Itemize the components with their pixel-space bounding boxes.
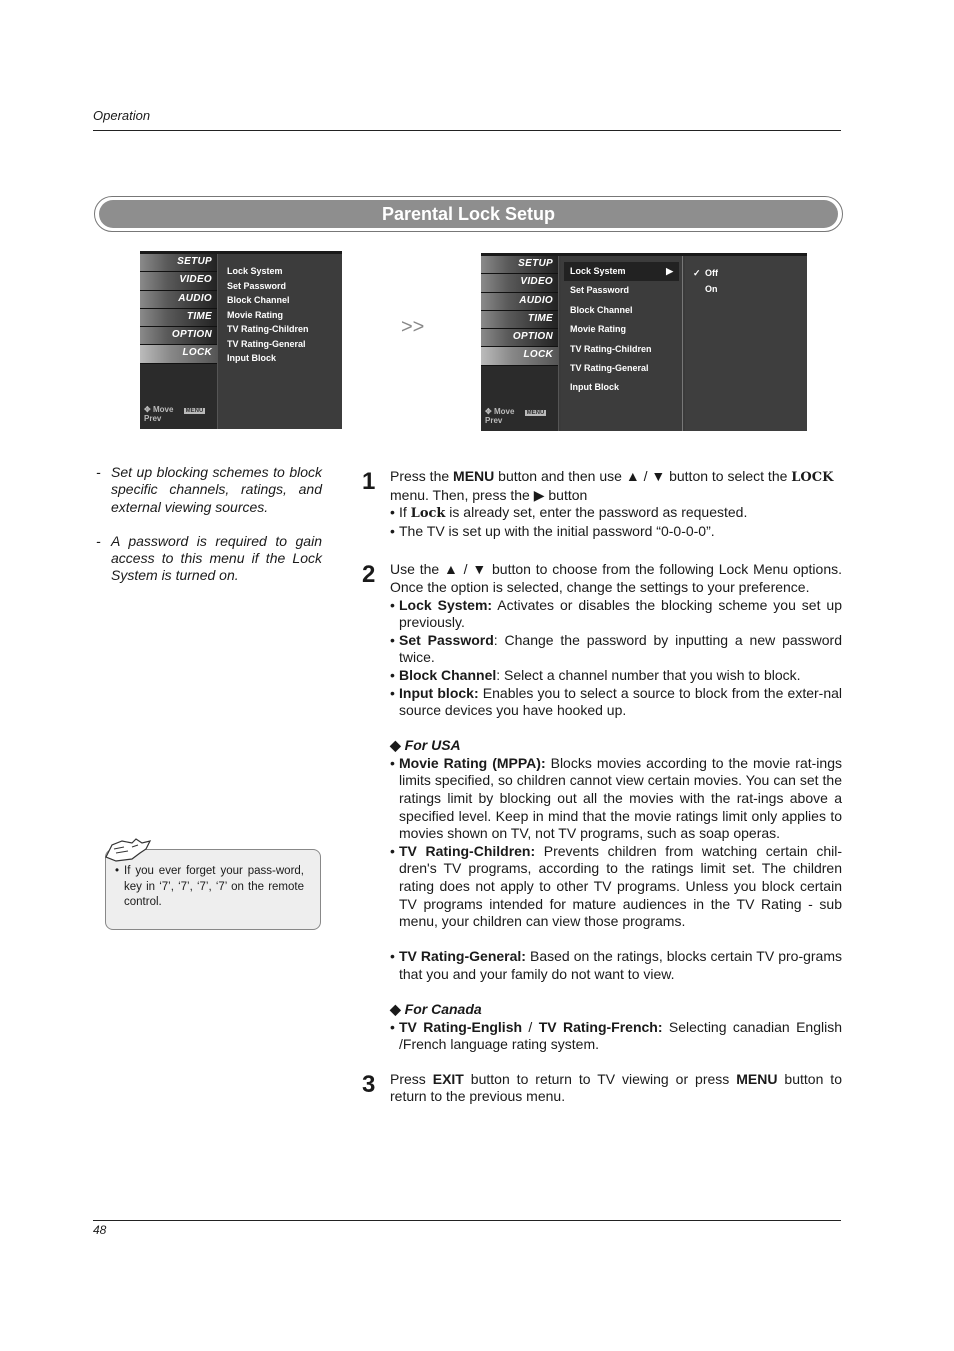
- osd-footer-prev: Prev: [144, 414, 162, 423]
- osd-menu-item-selected: [564, 262, 679, 281]
- osd-menu-list: [218, 254, 342, 429]
- osd-side-item-setup: [481, 256, 558, 274]
- osd-footer-prev: Prev: [485, 416, 503, 425]
- canada-heading: ◆ For Canada: [390, 1001, 842, 1019]
- osd-submenu-label: Off: [705, 268, 718, 278]
- step-2-intro: Use the ▲ / ▼ button to choose from the following Lock Menu options. Once the option is selected, change the settings to your preference.: [390, 561, 842, 595]
- osd-side-item-time: [481, 311, 558, 329]
- osd-menu-item: TV Rating-Children: [227, 324, 309, 334]
- osd-menu-item: Movie Rating: [227, 309, 284, 320]
- osd-side-label: LOCK: [182, 347, 212, 359]
- double-chevron-right-icon: >>: [401, 316, 425, 338]
- osd-menu-item: Set Password: [227, 280, 287, 291]
- osd-side-item-video: [140, 272, 217, 290]
- osd-side-item-audio: [481, 293, 558, 311]
- move-hint-icon: ✥: [144, 405, 151, 414]
- osd-side-item-option: [481, 329, 558, 347]
- osd-side-label: LOCK: [523, 349, 553, 361]
- osd-sidebar: [481, 256, 559, 431]
- osd-side-label: AUDIO: [178, 292, 212, 304]
- osd-menu-item: Input Block: [227, 353, 276, 363]
- osd-menu-item: Block Channel: [570, 304, 633, 315]
- header-rule: [93, 130, 841, 131]
- step-number: 1: [362, 468, 376, 495]
- osd-side-item-lock: [481, 347, 558, 365]
- side-note-text: Set up blocking schemes to block specific channels, ratings, and external viewing sources.: [111, 464, 322, 515]
- footer-rule: [93, 1220, 841, 1221]
- osd-side-label: OPTION: [171, 329, 212, 341]
- osd-menu-item-label: Lock System: [570, 266, 626, 276]
- osd-menu-item: Movie Rating: [570, 324, 627, 335]
- banner-fill: [99, 200, 838, 228]
- osd-side-label: SETUP: [518, 258, 553, 269]
- osd-menu-item: TV Rating-General: [227, 338, 306, 349]
- usa-option-item: • TV Rating-General: Based on the ratings, blocks certain TV pro-grams that you and your family do not want to view.: [390, 948, 842, 983]
- step-1-bullet: • The TV is set up with the initial password “0-0-0-0”.: [390, 523, 842, 541]
- triangle-right-icon: ▶: [666, 266, 673, 276]
- osd-side-item-video: [481, 274, 558, 292]
- move-hint-icon: ✥: [485, 407, 492, 416]
- osd-menu-item: TV Rating-Children: [570, 343, 652, 354]
- lock-option-item: • Block Channel: Select a channel number that you wish to block.: [390, 667, 842, 685]
- osd-sidebar: [140, 254, 218, 429]
- osd-side-item-time: [140, 309, 217, 327]
- osd-menu-item: Set Password: [570, 285, 630, 296]
- osd-screenshot-lock-system-submenu: [481, 253, 807, 431]
- osd-footer-move: Move: [152, 405, 174, 414]
- osd-screenshot-lock-menu: [140, 251, 342, 429]
- page-title: Parental Lock Setup: [381, 204, 556, 224]
- step-1-bullet: • If Lock is already set, enter the password as requested.: [390, 504, 842, 523]
- osd-side-label: TIME: [186, 310, 212, 322]
- osd-side-item-setup: [140, 254, 217, 272]
- osd-menu-item: Lock System: [227, 266, 283, 276]
- step-2: [360, 561, 842, 1053]
- canada-option-item: • TV Rating-English / TV Rating-French: Selecting canadian English /French language rating system.: [390, 1019, 842, 1054]
- osd-side-label: SETUP: [177, 256, 212, 267]
- osd-menu-item: Block Channel: [227, 295, 290, 305]
- usa-heading: ◆ For USA: [390, 737, 842, 755]
- osd-footer-move: Move: [493, 407, 515, 416]
- step-3-text: Press EXIT button to return to TV viewing or press MENU button to return to the previous menu.: [390, 1070, 842, 1105]
- osd-submenu: [685, 256, 807, 431]
- side-note: - Set up blocking schemes to block specific channels, ratings, and external viewing sources.: [96, 464, 322, 515]
- osd-side-item-lock: [140, 345, 217, 363]
- step-3: [360, 1071, 842, 1106]
- step-1-text: Press the MENU button and then use ▲ / ▼ button to select the LOCK menu. Then, press the ▶ button: [390, 468, 834, 503]
- osd-footer: [485, 407, 558, 425]
- section-label: Operation: [93, 108, 151, 123]
- side-note: - A password is required to gain access to this menu if the Lock System is turned on.: [96, 532, 322, 584]
- osd-side-item-audio: [140, 291, 217, 309]
- osd-side-label: VIDEO: [179, 274, 212, 286]
- osd-side-label: AUDIO: [519, 294, 553, 306]
- osd-submenu-item-off: [685, 266, 807, 282]
- osd-submenu-label: On: [705, 283, 718, 294]
- step-1: [360, 468, 842, 540]
- osd-submenu-item-on: [685, 282, 807, 298]
- osd-footer-key: MENU: [185, 408, 204, 414]
- osd-footer-key: MENU: [526, 410, 545, 416]
- osd-footer: [144, 405, 217, 423]
- step-number: 3: [362, 1070, 376, 1098]
- osd-menu-list: [561, 256, 683, 431]
- lock-option-item: • Lock System: Activates or disables the blocking scheme you set up previously.: [390, 597, 842, 632]
- step-number: 2: [362, 561, 376, 589]
- osd-side-label: VIDEO: [520, 276, 553, 288]
- side-notes: [96, 464, 322, 585]
- tip-text-content: If you ever forget your pass-word, key in ‘7’, ‘7’, ‘7’, ‘7’ on the remote control.: [124, 865, 304, 908]
- tip-text: • If you ever forget your pass-word, key in ‘7’, ‘7’, ‘7’, ‘7’ on the remote control.: [115, 865, 304, 908]
- checkmark-icon: ✓: [693, 268, 701, 278]
- side-note-text: A password is required to gain access to this menu if the Lock System is turned on.: [111, 532, 322, 584]
- hand-note-icon: [102, 835, 154, 863]
- page-number: 48: [93, 1223, 107, 1237]
- osd-menu-item: Input Block: [570, 382, 619, 393]
- section-banner: [94, 196, 843, 232]
- osd-menu-item: TV Rating-General: [570, 362, 649, 373]
- osd-side-label: OPTION: [512, 331, 553, 343]
- lock-option-item: • Input block: Enables you to select a source to block from the exter-nal source devices you have hooked up.: [390, 685, 842, 720]
- usa-option-item: • Movie Rating (MPPA): Blocks movies according to the movie rat-ings limits specified, so children cannot view certain movies. You can set the ratings limit by blocking out all the movies with the rat-ings above a specified level. Keep in mind that the movie ratings limit only applies to movies shown on TV, not TV programs, such as soap operas.: [390, 755, 842, 843]
- lock-option-item: • Set Password: Change the password by inputting a new password twice.: [390, 632, 842, 667]
- steps: [360, 468, 842, 1106]
- usa-option-item: • TV Rating-Children: Prevents children from watching certain chil-dren's TV programs, according to the ratings limit set. The children rating does not apply to other TV programs. Unless you block certain TV programs intended for mature audiences in the TV Rating - sub menu, your children can view those programs.: [390, 843, 842, 931]
- osd-side-item-option: [140, 327, 217, 345]
- osd-side-label: TIME: [527, 312, 553, 324]
